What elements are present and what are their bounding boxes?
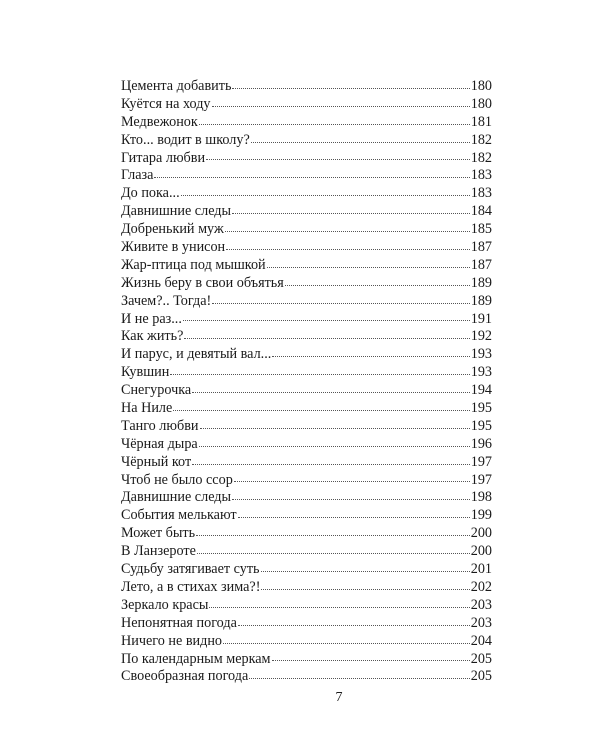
toc-entry bbox=[121, 114, 492, 132]
toc-entry-page: 180 bbox=[470, 78, 492, 94]
toc-entry-title: Кувшин bbox=[121, 364, 170, 381]
toc-entry-title: По календарным меркам bbox=[121, 650, 271, 667]
toc-entry bbox=[121, 150, 492, 168]
toc-entry-title: Гитара любви bbox=[121, 149, 206, 166]
toc-entry-page: 193 bbox=[470, 346, 492, 363]
toc-entry bbox=[121, 472, 492, 490]
toc-entry-title: Давнишние следы bbox=[121, 203, 232, 220]
toc-entry-page: 189 bbox=[470, 274, 492, 291]
toc-entry-title: Судьбу затягивает суть bbox=[121, 561, 260, 578]
toc-entry-page: 187 bbox=[470, 239, 492, 256]
toc-entry-title: События мелькают bbox=[121, 507, 237, 524]
toc-entry-title: Давнишние следы bbox=[121, 489, 232, 506]
toc-entry-page: 200 bbox=[470, 543, 492, 560]
toc-entry bbox=[121, 257, 492, 275]
toc-entry-page: 189 bbox=[470, 292, 492, 309]
toc-entry-page: 181 bbox=[470, 113, 492, 130]
toc-entry bbox=[121, 239, 492, 257]
toc-leader-dots bbox=[181, 194, 470, 196]
toc-entry-title: Как жить? bbox=[121, 328, 184, 345]
toc-leader-dots bbox=[234, 480, 470, 482]
toc-leader-dots bbox=[238, 624, 470, 626]
toc-leader-dots bbox=[184, 337, 469, 339]
toc-leader-dots bbox=[249, 677, 469, 679]
toc-leader-dots bbox=[225, 230, 470, 232]
toc-entry-title: И не раз... bbox=[121, 310, 182, 327]
toc-entry-page: 200 bbox=[470, 525, 492, 542]
toc-entry bbox=[121, 633, 492, 651]
toc-entry-title: Ничего не видно bbox=[121, 632, 223, 649]
toc-entry bbox=[121, 364, 492, 382]
toc-entry-page: 196 bbox=[470, 435, 492, 452]
toc-entry-page: 198 bbox=[470, 489, 492, 506]
toc-entry-page: 202 bbox=[470, 578, 492, 595]
toc-leader-dots bbox=[261, 570, 470, 572]
toc-leader-dots bbox=[272, 659, 470, 661]
toc-entry-title: Чёрная дыра bbox=[121, 435, 198, 452]
toc-entry-title: Цемента добавить bbox=[121, 78, 232, 94]
toc-entry bbox=[121, 167, 492, 185]
toc-leader-dots bbox=[232, 212, 470, 214]
toc-entry bbox=[121, 597, 492, 615]
toc-leader-dots bbox=[154, 176, 469, 178]
toc-leader-dots bbox=[206, 158, 470, 160]
toc-entry bbox=[121, 489, 492, 507]
toc-entry bbox=[121, 668, 492, 686]
toc-entry bbox=[121, 454, 492, 472]
toc-entry-title: Снегурочка bbox=[121, 382, 192, 399]
toc-entry-title: В Ланзероте bbox=[121, 543, 196, 560]
toc-entry bbox=[121, 96, 492, 114]
toc-entry bbox=[121, 203, 492, 221]
toc-leader-dots bbox=[183, 319, 470, 321]
toc-entry bbox=[121, 132, 492, 150]
toc-entry-title: Жар-птица под мышкой bbox=[121, 256, 266, 273]
toc-entry bbox=[121, 346, 492, 364]
toc-entry-page: 194 bbox=[470, 382, 492, 399]
toc-entry-page: 183 bbox=[470, 167, 492, 184]
toc-entry-page: 182 bbox=[470, 149, 492, 166]
toc-entry-page: 192 bbox=[470, 328, 492, 345]
toc-entry-page: 205 bbox=[470, 650, 492, 667]
toc-leader-dots bbox=[192, 391, 470, 393]
toc-entry-title: Чтоб не было ссор bbox=[121, 471, 233, 488]
toc-leader-dots bbox=[196, 534, 470, 536]
toc-entry-title: Непонятная погода bbox=[121, 614, 237, 631]
toc-entry-page: 180 bbox=[470, 95, 492, 112]
toc-entry bbox=[121, 507, 492, 525]
toc-entry-page: 204 bbox=[470, 632, 492, 649]
toc-entry bbox=[121, 382, 492, 400]
toc-entry bbox=[121, 561, 492, 579]
toc-entry-title: Куётся на ходу bbox=[121, 95, 211, 112]
toc-entry bbox=[121, 185, 492, 203]
toc-leader-dots bbox=[199, 123, 470, 125]
toc-entry-title: Чёрный кот bbox=[121, 453, 192, 470]
toc-entry-title: Танго любви bbox=[121, 417, 199, 434]
toc-entry-title: Зеркало красы bbox=[121, 596, 209, 613]
toc-entry-page: 203 bbox=[470, 596, 492, 613]
toc-entry-page: 197 bbox=[470, 471, 492, 488]
toc-leader-dots bbox=[212, 105, 470, 107]
toc-entry-page: 197 bbox=[470, 453, 492, 470]
toc-entry bbox=[121, 543, 492, 561]
toc-entry-title: Может быть bbox=[121, 525, 196, 542]
toc-leader-dots bbox=[232, 498, 470, 500]
toc-leader-dots bbox=[197, 552, 470, 554]
toc-entry bbox=[121, 525, 492, 543]
toc-entry-page: 203 bbox=[470, 614, 492, 631]
toc-entry-title: Жизнь беру в свои объятья bbox=[121, 274, 284, 291]
toc-leader-dots bbox=[170, 373, 469, 375]
toc-entry-title: На Ниле bbox=[121, 400, 173, 417]
toc-entry-page: 205 bbox=[470, 668, 492, 685]
toc-entry bbox=[121, 579, 492, 597]
toc-leader-dots bbox=[267, 266, 470, 268]
toc-entry-page: 191 bbox=[470, 310, 492, 327]
toc-entry-title: Добренький муж bbox=[121, 221, 224, 238]
toc-entry bbox=[121, 275, 492, 293]
toc-entry bbox=[121, 221, 492, 239]
page-number: 7 bbox=[335, 690, 343, 705]
toc-entry bbox=[121, 418, 492, 436]
toc-entry-page: 183 bbox=[470, 185, 492, 202]
toc-entry-title: Своеобразная погода bbox=[121, 668, 249, 685]
toc-entry-title: Лето, а в стихах зима?! bbox=[121, 578, 261, 595]
toc-entry-title: Кто... водит в школу? bbox=[121, 131, 250, 148]
toc-entry-title: И парус, и девятый вал... bbox=[121, 346, 272, 363]
toc-entry bbox=[121, 436, 492, 454]
toc-entry-page: 201 bbox=[470, 561, 492, 578]
toc-leader-dots bbox=[232, 87, 469, 89]
toc-leader-dots bbox=[173, 409, 469, 411]
toc-leader-dots bbox=[192, 463, 470, 465]
toc-leader-dots bbox=[226, 248, 470, 250]
toc-entry-title: Медвежонок bbox=[121, 113, 198, 130]
toc-entry-page: 193 bbox=[470, 364, 492, 381]
toc-leader-dots bbox=[272, 355, 469, 357]
toc-entry-page: 184 bbox=[470, 203, 492, 220]
toc-leader-dots bbox=[212, 302, 469, 304]
toc-leader-dots bbox=[251, 141, 470, 143]
toc-entry bbox=[121, 615, 492, 633]
toc-entry-page: 199 bbox=[470, 507, 492, 524]
toc-entry-page: 195 bbox=[470, 417, 492, 434]
toc-entry bbox=[121, 293, 492, 311]
toc-entry-title: Глаза bbox=[121, 167, 154, 184]
toc-leader-dots bbox=[209, 606, 469, 608]
toc-entry bbox=[121, 78, 492, 96]
toc-entry bbox=[121, 311, 492, 329]
toc-leader-dots bbox=[261, 588, 469, 590]
toc-entry bbox=[121, 328, 492, 346]
table-of-contents bbox=[121, 78, 492, 686]
toc-entry-page: 187 bbox=[470, 256, 492, 273]
toc-leader-dots bbox=[238, 516, 470, 518]
toc-leader-dots bbox=[199, 445, 470, 447]
toc-entry-title: До пока... bbox=[121, 185, 180, 202]
toc-entry bbox=[121, 651, 492, 669]
toc-entry-page: 185 bbox=[470, 221, 492, 238]
toc-leader-dots bbox=[200, 427, 470, 429]
toc-leader-dots bbox=[285, 284, 470, 286]
toc-entry-page: 195 bbox=[470, 400, 492, 417]
toc-entry bbox=[121, 400, 492, 418]
toc-entry-title: Зачем?.. Тогда! bbox=[121, 292, 212, 309]
toc-leader-dots bbox=[223, 642, 470, 644]
toc-entry-page: 182 bbox=[470, 131, 492, 148]
toc-entry-title: Живите в унисон bbox=[121, 239, 226, 256]
